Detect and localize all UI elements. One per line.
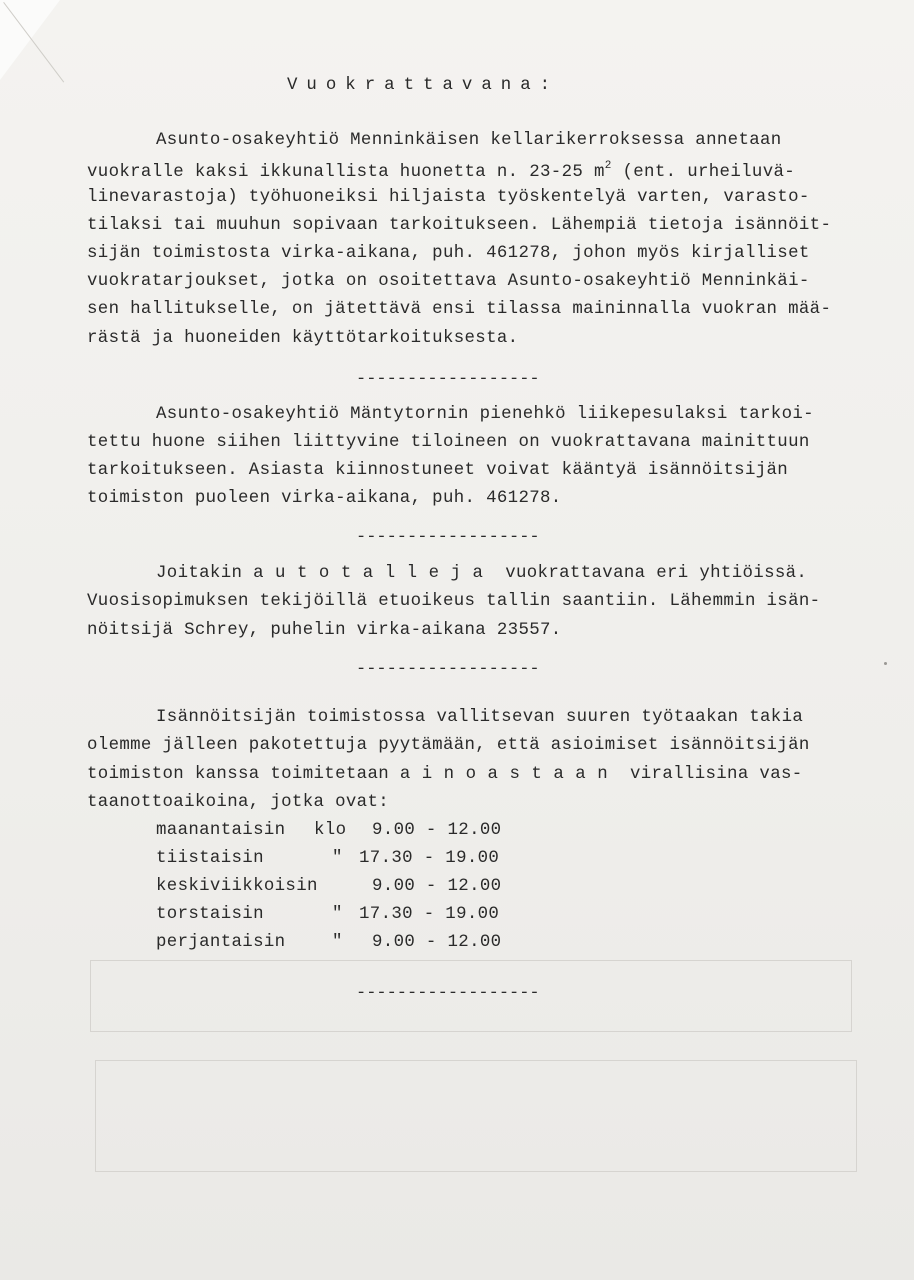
schedule-time: 9.00 - 12.00: [372, 877, 502, 896]
folded-corner: [0, 0, 60, 80]
page-title: Vuokrattavana:: [287, 76, 560, 95]
text-line: tettu huone siihen liittyvine tiloineen on vuokrattavana mainittuun: [87, 433, 810, 452]
schedule-day: tiistaisin: [156, 849, 264, 868]
separator: ------------------: [356, 984, 540, 1003]
separator: ------------------: [356, 528, 540, 547]
text-line: Asunto-osakeyhtiö Menninkäisen kellarikerroksessa annetaan: [156, 131, 782, 150]
schedule-time: 17.30 - 19.00: [359, 849, 500, 868]
schedule-mark: ": [332, 933, 343, 952]
text-segment: virallisina vas-: [629, 765, 803, 784]
schedule-day: torstaisin: [156, 905, 264, 924]
text-line: tarkoitukseen. Asiasta kiinnostuneet voivat kääntyä isännöitsijän: [87, 461, 789, 480]
schedule-mark: klo: [314, 821, 347, 840]
text-segment: (ent. urheiluvä-: [611, 163, 796, 182]
schedule-day: maanantaisin: [156, 821, 286, 840]
separator: ------------------: [356, 660, 540, 679]
text-line: [87, 766, 803, 783]
schedule-mark: ": [332, 849, 343, 868]
text-line: toimiston puoleen virka-aikana, puh. 461278.: [87, 489, 562, 508]
schedule-mark: ": [332, 905, 343, 924]
text-line: [156, 565, 807, 582]
text-segment: vuokralle kaksi ikkunallista huonetta n. 23-25 m: [87, 163, 605, 182]
text-line: rästä ja huoneiden käyttötarkoituksesta.: [87, 329, 519, 348]
text-line: Asunto-osakeyhtiö Mäntytornin pienehkö liikepesulaksi tarkoi-: [156, 405, 814, 424]
superscript: 2: [604, 160, 612, 172]
text-segment: toimiston kanssa toimitetaan: [87, 765, 390, 784]
text-line: linevarastoja) työhuoneiksi hiljaista työskentelyä varten, varasto-: [87, 188, 810, 207]
text-line: Vuosisopimuksen tekijöillä etuoikeus tallin saantiin. Lähemmin isän-: [87, 592, 821, 611]
schedule-day: perjantaisin: [156, 933, 286, 952]
spaced-word: autotalleja: [253, 564, 495, 583]
paper-speck: [884, 662, 887, 665]
separator: ------------------: [356, 370, 540, 389]
text-segment: vuokrattavana eri yhtiöissä.: [505, 564, 808, 583]
schedule-day: keskiviikkoisin: [156, 877, 318, 896]
schedule-time: 17.30 - 19.00: [359, 905, 500, 924]
schedule-time: 9.00 - 12.00: [372, 821, 502, 840]
text-line: [87, 161, 795, 181]
text-line: sijän toimistosta virka-aikana, puh. 461278, johon myös kirjalliset: [87, 244, 810, 263]
text-line: tilaksi tai muuhun sopivaan tarkoitukseen. Lähempiä tietoja isännöit-: [87, 216, 832, 235]
schedule-time: 9.00 - 12.00: [372, 933, 502, 952]
text-line: olemme jälleen pakotettuja pyytämään, että asioimiset isännöitsijän: [87, 736, 810, 755]
text-segment: Joitakin: [156, 564, 243, 583]
text-line: sen hallitukselle, on jätettävä ensi tilassa maininnalla vuokran mää-: [87, 300, 832, 319]
spaced-word: ainoastaan: [399, 765, 620, 784]
text-line: Isännöitsijän toimistossa vallitsevan suuren työtaakan takia: [156, 708, 804, 727]
text-line: nöitsijä Schrey, puhelin virka-aikana 23557.: [87, 621, 562, 640]
text-line: vuokratarjoukset, jotka on osoitettava Asunto-osakeyhtiö Menninkäi-: [87, 272, 810, 291]
bleed-through-box: [95, 1060, 857, 1172]
text-line: taanottoaikoina, jotka ovat:: [87, 793, 390, 812]
